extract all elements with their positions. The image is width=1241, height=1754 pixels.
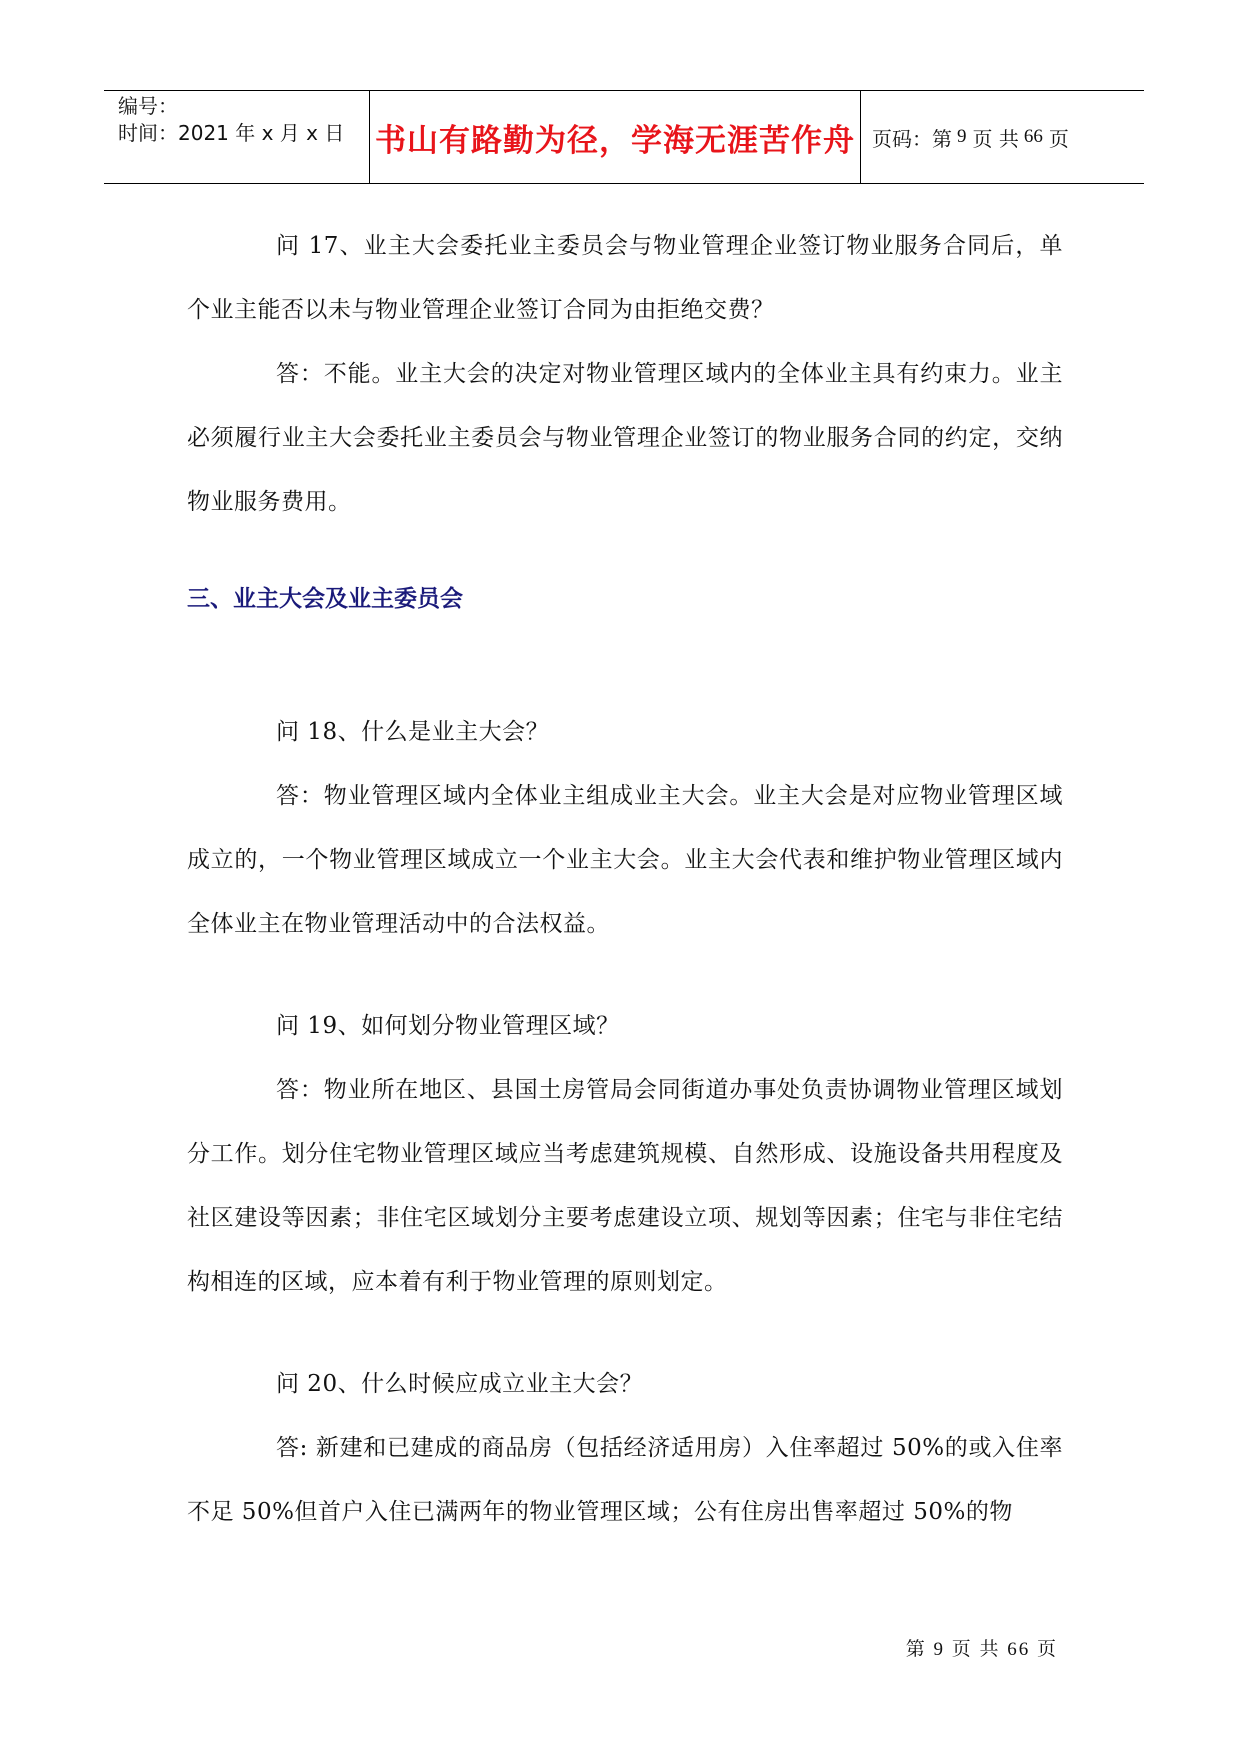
document-header bbox=[104, 90, 1144, 184]
answer-17: 答：不能。业主大会的决定对物业管理区域内的全体业主具有约束力。业主必须履行业主大会委托业主委员会与物业管理企业签订的物业服务合同的约定，交纳物业服务费用。 bbox=[187, 361, 1063, 515]
page-mid: 页 共 bbox=[972, 126, 1019, 151]
page-suffix: 页 bbox=[1048, 126, 1069, 151]
page-total: 66 bbox=[1023, 126, 1043, 147]
header-page-info bbox=[872, 91, 1142, 183]
page-current: 9 bbox=[957, 126, 967, 147]
time-label: 时间：2021 年 x 月 x 日 bbox=[118, 121, 345, 145]
page-prefix: 页码：第 bbox=[872, 126, 952, 151]
answer-18: 答：物业管理区域内全体业主组成业主大会。业主大会是对应物业管理区域成立的，一个物业管理区域成立一个业主大会。业主大会代表和维护物业管理区域内全体业主在物业管理活动中的合法权益。 bbox=[187, 783, 1063, 937]
header-divider bbox=[860, 91, 861, 183]
answer-20: 答: 新建和已建成的商品房（包括经济适用房）入住率超过 50%的或入住率不足 50%但首户入住已满两年的物业管理区域；公有住房出售率超过 50%的物 bbox=[187, 1435, 1063, 1525]
question-20: 问 20、什么时候应成立业主大会？ bbox=[276, 1371, 644, 1397]
header-meta bbox=[118, 93, 363, 147]
question-18: 问 18、什么是业主大会？ bbox=[276, 719, 550, 745]
page-footer: 第 9 页 共 66 页 bbox=[905, 1639, 1058, 1660]
answer-19: 答：物业所在地区、县国土房管局会同街道办事处负责协调物业管理区域划分工作。划分住宅物业管理区域应当考虑建筑规模、自然形成、设施设备共用程度及社区建设等因素；非住宅区域划分主要考虑建设立项、规划等因素；住宅与非住宅结构相连的区域，应本着有利于物业管理的原则划定。 bbox=[187, 1077, 1063, 1295]
header-motto: 书山有路勤为径，学海无涯苦作舟 bbox=[375, 122, 855, 159]
question-19: 问 19、如何划分物业管理区域？ bbox=[276, 1013, 620, 1039]
serial-label: 编号： bbox=[118, 94, 178, 118]
question-17: 问 17、业主大会委托业主委员会与物业管理企业签订物业服务合同后，单个业主能否以未与物业管理企业签订合同为由拒绝交费？ bbox=[187, 233, 1063, 323]
section-title: 三、业主大会及业主委员会 bbox=[187, 586, 463, 612]
